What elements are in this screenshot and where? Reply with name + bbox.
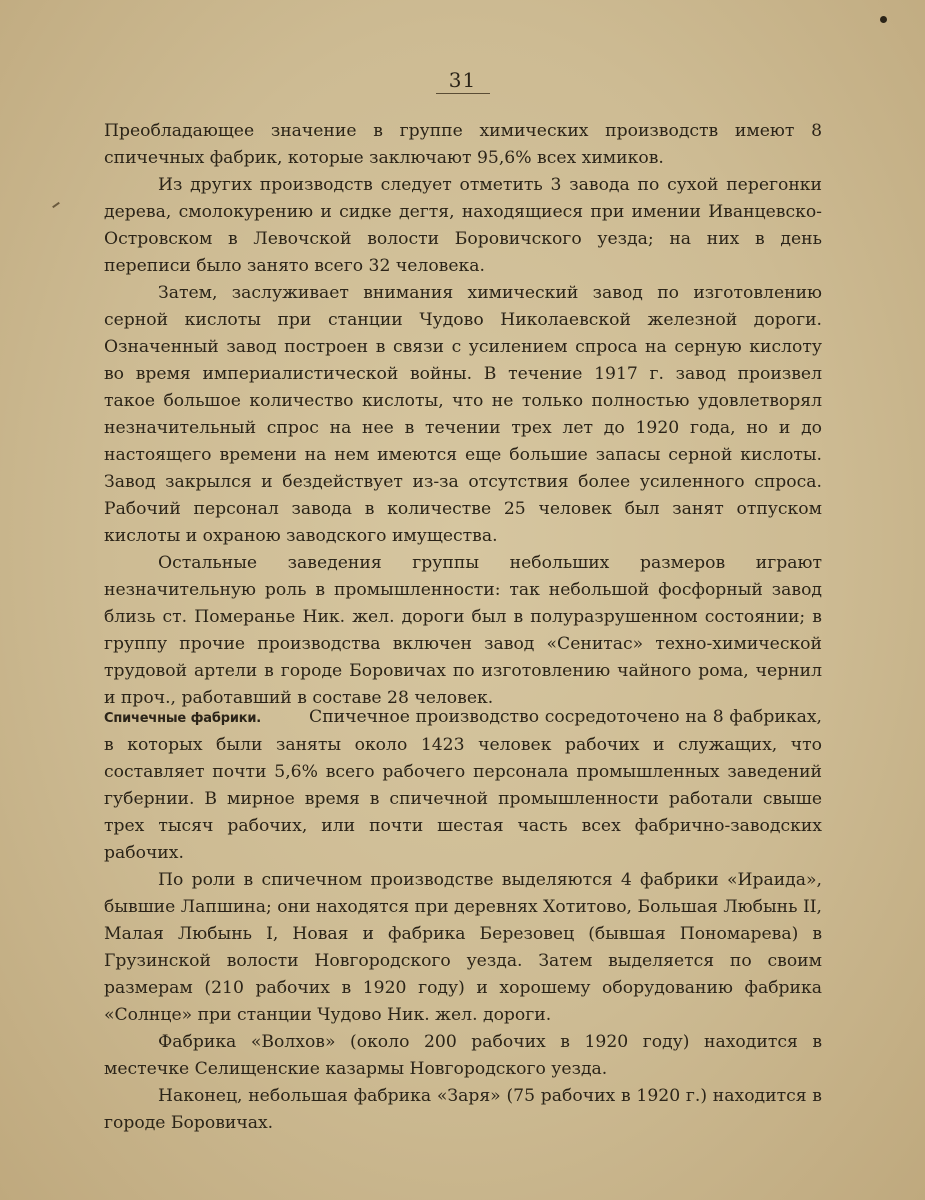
page-number-underline — [436, 93, 490, 94]
paragraph-sulfuric-acid-plant: Затем, заслуживает внимания химический завод по изготовлению серной кислоты при станции Чудово Николаевской железной дороги. Означенный завод построен в связи с усилением спроса на серную кислоту во время империалистической войны. В течение 1917 г. завод произвел такое большое количество кислоты, что не только полностью удовлетворял незначительный спрос на нее в течении трех лет до 1920 года, но и до настоящего времени на нем имеются еще большие запасы серной кислоты. Завод закрылся и бездействует из-за отсутствия более усиленного спроса. Рабочий персонал завода в количестве 25 человек был занят отпуском кислоты и охраною заводского имущества. — [104, 283, 822, 546]
paragraph-other-establishments: Остальные заведения группы небольших размеров играют незначительную роль в промышленности: так небольшой фосфорный завод близь ст. Померанье Ник. жел. дороги был в полуразрушенном состоянии; в группу прочие производства включен завод «Сенитас» техно-химической трудовой артели в городе Боровичах по изготовлению чайного рома, чернил и проч., работавший в составе 28 человек. — [104, 553, 822, 708]
paragraph-match-overview-text: Спичечное производство сосредоточено на 8 фабриках, в которых были заняты около 1423 человек рабочих и служащих, что составляет почти 5,6% всего рабочего персонала промышленных заведений губернии. В мирное время в спичечной промышленности работали свыше трех тысяч рабочих, или почти шестая часть всех фабрично-заводских рабочих. — [104, 707, 823, 863]
ink-spot — [880, 16, 887, 23]
section-match-factories — [104, 704, 822, 1137]
margin-pencil-mark — [52, 202, 60, 208]
section-chemical-industry — [104, 118, 822, 712]
page-number: 31 — [448, 68, 477, 92]
paragraph-volkhov-factory: Фабрика «Волхов» (около 200 рабочих в 1920 году) находится в местечке Селищенские казармы Новгородского уезда. — [104, 1032, 822, 1079]
paragraph-iraida-factories: По роли в спичечном производстве выделяются 4 фабрики «Ираида», бывшие Лапшина; они находятся при деревнях Хотитово, Большая Любынь II, Малая Любынь I, Новая и фабрика Березовец (бывшая Пономарева) в Грузинской волости Новгородского уезда. Затем выделяется по своим размерам (210 рабочих в 1920 году) и хорошему оборудованию фабрика «Солнце» при станции Чудово Ник. жел. дороги. — [104, 870, 822, 1025]
paragraph-match-overview — [104, 704, 822, 867]
section-heading-match-factories: Спичечные фабрики. — [104, 711, 262, 726]
paragraph-zarya-factory: Наконец, небольшая фабрика «Заря» (75 рабочих в 1920 г.) находится в городе Боровичах. — [104, 1086, 822, 1133]
paragraph-chemical-intro: Преобладающее значение в группе химических производств имеют 8 спичечных фабрик, которые заключают 95,6% всех химиков. — [104, 121, 822, 168]
paragraph-dry-distillation: Из других производств следует отметить 3 завода по сухой перегонки дерева, смолокурению и сидке дегтя, находящиеся при имении Иванцевско-Островском в Левочской волости Боровичского уезда; на них в день переписи было занято всего 32 человека. — [104, 175, 822, 276]
